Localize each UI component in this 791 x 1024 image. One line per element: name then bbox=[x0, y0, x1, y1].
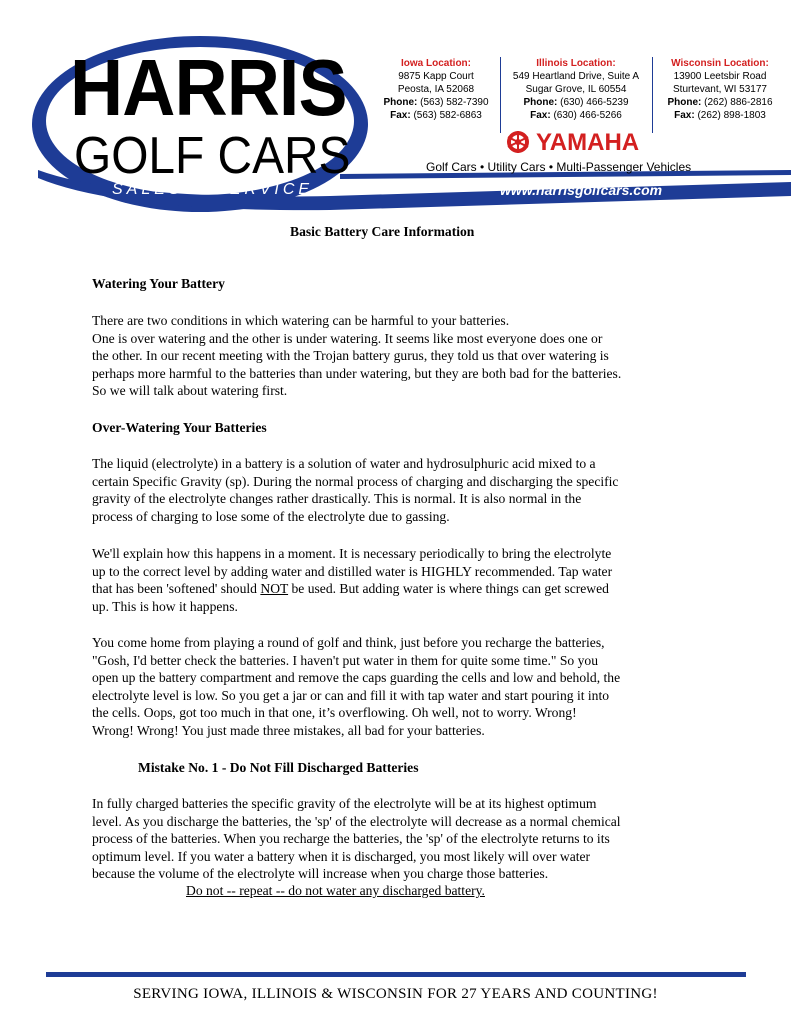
text-line: Wrong! Wrong! You just made three mistakes, all bad for your batteries. bbox=[92, 722, 485, 738]
location-fax bbox=[366, 109, 506, 122]
phone-label: Phone: bbox=[523, 97, 558, 108]
paragraph bbox=[92, 545, 712, 615]
location-iowa bbox=[366, 57, 506, 122]
location-street: 549 Heartland Drive, Suite A bbox=[512, 71, 640, 82]
text-line: the cells. Oops, got too much in that one, it’s overflowing. Oh well, not to worry. Wrong! bbox=[92, 705, 577, 721]
location-fax bbox=[650, 109, 790, 122]
fax-number: (563) 582-6863 bbox=[413, 110, 482, 121]
fax-label: Fax: bbox=[674, 110, 695, 121]
text-line: optimum level. If you water a battery when it is discharged, you most likely will over water bbox=[92, 848, 591, 864]
fax-label: Fax: bbox=[390, 110, 411, 121]
text-line: gravity of the electrolyte changes rather drastically. This is normal. It is also normal in the bbox=[92, 491, 582, 507]
location-street: 9875 Kapp Court bbox=[398, 71, 474, 82]
warning-line: Do not -- repeat -- do not water any discharged battery. bbox=[186, 883, 485, 898]
text-line: The liquid (electrolyte) in a battery is a solution of water and hydrosulphuric acid mixed to a bbox=[92, 456, 596, 471]
location-phone bbox=[502, 96, 650, 109]
text-line: because the volume of the electrolyte will increase when you charge those batteries. bbox=[92, 866, 549, 882]
location-title: Illinois Location: bbox=[536, 58, 616, 69]
location-street: 13900 Leetsbir Road bbox=[673, 71, 767, 82]
website-link[interactable]: www.harrisgolfcars.com bbox=[500, 182, 663, 198]
fax-number: (262) 898-1803 bbox=[697, 110, 766, 121]
section-heading: Over-Watering Your Batteries bbox=[92, 420, 267, 435]
document-title: Basic Battery Care Information bbox=[290, 224, 475, 239]
text-line: electrolyte level is low. So you get a jar or can and fill it with tap water and start pouring it into bbox=[92, 687, 610, 703]
underlined-emphasis: NOT bbox=[260, 581, 289, 597]
text-line: So we will talk about watering first. bbox=[92, 383, 288, 399]
paragraph bbox=[92, 634, 712, 740]
text-line: perhaps more harmful to the batteries than under watering, but they are both bad for the batteries. bbox=[92, 365, 622, 381]
vehicle-types: Golf Cars • Utility Cars • Multi-Passenger Vehicles bbox=[426, 160, 692, 174]
text-line: process of the batteries. When you recharge the batteries, the 'sp' of the electrolyte returns to its bbox=[92, 831, 610, 847]
location-title: Iowa Location: bbox=[401, 58, 471, 69]
mistake-heading: Mistake No. 1 - Do Not Fill Discharged Batteries bbox=[138, 760, 419, 775]
footer-rule bbox=[46, 972, 746, 977]
brand-tagline: SALES & SERVICE bbox=[112, 181, 314, 198]
location-divider bbox=[500, 57, 501, 133]
text-line: level. As you discharge the batteries, the 'sp' of the electrolyte will decrease as a normal chemical bbox=[92, 813, 621, 829]
location-illinois bbox=[502, 57, 650, 122]
text-line: In fully charged batteries the specific gravity of the electrolyte will be at its highest optimum bbox=[92, 796, 597, 811]
brand-name-line2: GOLF CARS bbox=[74, 127, 351, 185]
text-line: up to the correct level by adding water and distilled water is HIGHLY recommended. Tap water bbox=[92, 563, 613, 579]
location-title: Wisconsin Location: bbox=[671, 58, 769, 69]
text-segment: that has been 'softened' should bbox=[92, 581, 261, 597]
location-city: Sturtevant, WI 53177 bbox=[673, 84, 767, 95]
section-heading: Watering Your Battery bbox=[92, 276, 225, 291]
location-city: Sugar Grove, IL 60554 bbox=[525, 84, 627, 95]
footer-text: SERVING IOWA, ILLINOIS & WISCONSIN FOR 27 YEARS AND COUNTING! bbox=[133, 986, 658, 1002]
text-line: "Gosh, I'd better check the batteries. I haven't put water in them for quite some time." So you bbox=[92, 652, 598, 668]
phone-number: (563) 582-7390 bbox=[420, 97, 489, 108]
text-line: One is over watering and the other is under watering. It seems like most everyone does one or bbox=[92, 330, 603, 346]
location-phone bbox=[366, 96, 506, 109]
phone-number: (630) 466-5239 bbox=[560, 97, 629, 108]
text-line: process of charging to lose some of the electrolyte due to gassing. bbox=[92, 508, 450, 524]
yamaha-emblem-icon bbox=[507, 131, 529, 153]
brand-name-line1: HARRIS bbox=[70, 43, 347, 132]
location-phone bbox=[650, 96, 790, 109]
yamaha-wordmark: YAMAHA bbox=[536, 129, 640, 156]
fax-label: Fax: bbox=[530, 110, 551, 121]
text-line: There are two conditions in which watering can be harmful to your batteries. bbox=[92, 313, 510, 328]
text-line: certain Specific Gravity (sp). During the normal process of charging and discharging the specific bbox=[92, 473, 619, 489]
text-line: up. This is how it happens. bbox=[92, 598, 238, 614]
yamaha-logo bbox=[532, 130, 639, 156]
phone-label: Phone: bbox=[667, 97, 702, 108]
paragraph bbox=[92, 312, 712, 400]
text-line: open up the battery compartment and remove the caps guarding the cells and low and behold, the bbox=[92, 670, 621, 686]
text-line-with-emphasis bbox=[92, 580, 712, 598]
paragraph bbox=[92, 795, 712, 883]
paragraph bbox=[92, 455, 712, 525]
location-wisconsin bbox=[650, 57, 790, 122]
phone-label: Phone: bbox=[383, 97, 418, 108]
letterhead bbox=[0, 0, 791, 215]
fax-number: (630) 466-5266 bbox=[553, 110, 622, 121]
text-segment: be used. But adding water is where things can get screwed bbox=[288, 581, 609, 597]
phone-number: (262) 886-2816 bbox=[704, 97, 773, 108]
text-line: the other. In our recent meeting with the Trojan battery gurus, they told us that over watering is bbox=[92, 348, 609, 364]
location-city: Peosta, IA 52068 bbox=[397, 84, 475, 95]
text-line: You come home from playing a round of golf and think, just before you recharge the batteries, bbox=[92, 635, 605, 650]
location-fax bbox=[502, 109, 650, 122]
text-line: We'll explain how this happens in a moment. It is necessary periodically to bring the electrolyte bbox=[92, 546, 612, 561]
